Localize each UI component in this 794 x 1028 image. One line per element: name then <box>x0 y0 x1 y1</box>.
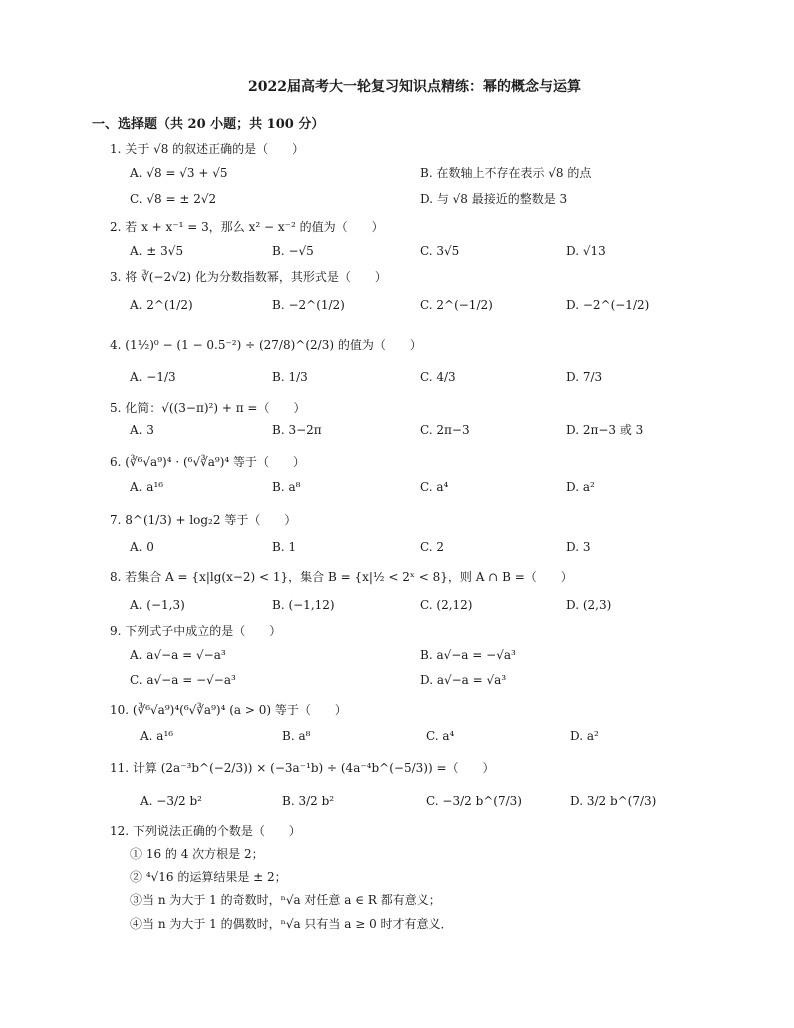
question-1-option-d: D. 与 √8 最接近的整数是 3 <box>420 192 568 206</box>
question-12-statement-4: ④当 n 为大于 1 的偶数时，ⁿ√a 只有当 a ≥ 0 时才有意义． <box>130 917 453 931</box>
question-1-option-c: C. √8 = ± 2√2 <box>130 192 217 206</box>
question-3-option-d: D. −2^(−1/2) <box>566 298 650 312</box>
question-7-option-b: B. 1 <box>272 540 297 554</box>
question-8-option-b: B. (−1,12) <box>272 598 335 612</box>
question-8-option-c: C. (2,12) <box>420 598 473 612</box>
question-5-option-c: C. 2π−3 <box>420 423 470 437</box>
question-10-option-c: C. a⁴ <box>426 729 455 743</box>
question-5-option-b: B. 3−2π <box>272 423 322 437</box>
question-1-stem: 1. 关于 √8 的叙述正确的是（ ） <box>110 142 305 156</box>
question-12-statement-3: ③当 n 为大于 1 的奇数时，ⁿ√a 对任意 a ∈ R 都有意义； <box>130 893 441 907</box>
question-4-option-b: B. 1/3 <box>272 370 308 384</box>
question-12-statement-1: ① 16 的 4 次方根是 2； <box>130 847 264 861</box>
question-9-option-d: D. a√−a = √a³ <box>420 673 507 687</box>
question-4-option-a: A. −1/3 <box>130 370 176 384</box>
question-3-option-a: A. 2^(1/2) <box>130 298 193 312</box>
question-6-option-b: B. a⁸ <box>272 480 301 494</box>
question-3-option-c: C. 2^(−1/2) <box>420 298 493 312</box>
question-10-stem: 10. (∛⁶√a⁹)⁴(⁶√∛a⁹)⁴ (a > 0) 等于（ ） <box>110 703 347 717</box>
question-6-option-c: C. a⁴ <box>420 480 449 494</box>
question-11-stem: 11. 计算 (2a⁻³b^(−2/3)) × (−3a⁻¹b) ÷ (4a⁻⁴b^(−5/3)) =（ ） <box>110 761 495 775</box>
question-7-option-a: A. 0 <box>130 540 154 554</box>
question-4-option-d: D. 7/3 <box>566 370 603 384</box>
question-3-option-b: B. −2^(1/2) <box>272 298 345 312</box>
question-7-stem: 7. 8^(1/3) + log₂2 等于（ ） <box>110 513 297 527</box>
question-12-stem: 12. 下列说法正确的个数是（ ） <box>110 824 301 838</box>
question-11-option-c: C. −3/2 b^(7/3) <box>426 794 522 808</box>
question-9-stem: 9. 下列式子中成立的是（ ） <box>110 624 282 638</box>
question-6-option-a: A. a¹⁶ <box>130 480 164 494</box>
question-11-option-d: D. 3/2 b^(7/3) <box>570 794 657 808</box>
question-5-stem: 5. 化简：√((3−π)²) + π =（ ） <box>110 401 306 415</box>
question-4-stem: 4. (1½)⁰ − (1 − 0.5⁻²) ÷ (27/8)^(2/3) 的值为（ ） <box>110 338 422 352</box>
question-1-option-a: A. √8 = √3 + √5 <box>130 166 228 180</box>
question-11-option-a: A. −3/2 b² <box>140 794 202 808</box>
question-8-stem: 8. 若集合 A = {x|lg(x−2) < 1}，集合 B = {x|½ < 2ˣ < 8}，则 A ∩ B =（ ） <box>110 570 573 584</box>
question-3-stem: 3. 将 ∛(−2√2) 化为分数指数幂，其形式是（ ） <box>110 270 387 284</box>
question-5-option-d: D. 2π−3 或 3 <box>566 423 644 437</box>
question-2-option-d: D. √13 <box>566 244 606 258</box>
question-7-option-d: D. 3 <box>566 540 591 554</box>
section-heading: 一、选择题（共 20 小题；共 100 分） <box>92 117 325 132</box>
question-2-option-b: B. −√5 <box>272 244 314 258</box>
question-10-option-d: D. a² <box>570 729 599 743</box>
question-9-option-a: A. a√−a = √−a³ <box>130 648 226 662</box>
document-title: 2022届高考大一轮复习知识点精练：幂的概念与运算 <box>248 79 581 95</box>
question-6-option-d: D. a² <box>566 480 595 494</box>
question-9-option-b: B. a√−a = −√a³ <box>420 648 516 662</box>
question-12-statement-2: ② ⁴√16 的运算结果是 ± 2； <box>130 870 287 884</box>
question-1-option-b: B. 在数轴上不存在表示 √8 的点 <box>420 166 592 180</box>
question-11-option-b: B. 3/2 b² <box>282 794 335 808</box>
question-8-option-d: D. (2,3) <box>566 598 612 612</box>
question-10-option-a: A. a¹⁶ <box>140 729 174 743</box>
question-8-option-a: A. (−1,3) <box>130 598 185 612</box>
question-2-option-a: A. ± 3√5 <box>130 244 184 258</box>
question-7-option-c: C. 2 <box>420 540 445 554</box>
question-10-option-b: B. a⁸ <box>282 729 311 743</box>
question-4-option-c: C. 4/3 <box>420 370 456 384</box>
question-9-option-c: C. a√−a = −√−a³ <box>130 673 236 687</box>
question-5-option-a: A. 3 <box>130 423 154 437</box>
question-2-stem: 2. 若 x + x⁻¹ = 3，那么 x² − x⁻² 的值为（ ） <box>110 220 384 234</box>
question-6-stem: 6. (∛⁶√a⁹)⁴ · (⁶√∛a⁹)⁴ 等于（ ） <box>110 455 306 469</box>
question-2-option-c: C. 3√5 <box>420 244 460 258</box>
